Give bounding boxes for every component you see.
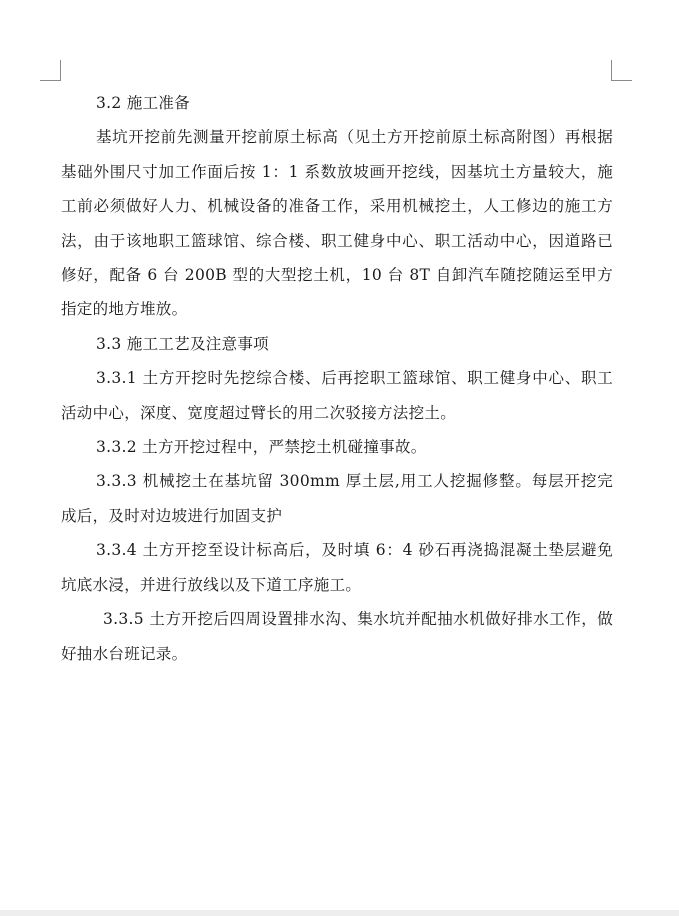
document-body: [61, 86, 613, 671]
top-left-margin-mark: [40, 60, 61, 81]
top-right-margin-mark: [611, 60, 632, 81]
item-3-3-3-paragraph: 3.3.3 机械挖土在基坑留 300mm 厚土层,用工人挖掘修整。每层开挖完成后，及时对边坡进行加固支护: [61, 472, 613, 525]
section-3-3-heading: 3.3 施工工艺及注意事项: [96, 334, 269, 353]
item-3-3-2-paragraph: 3.3.2 土方开挖过程中，严禁挖土机碰撞事故。: [96, 438, 427, 457]
item-3-3-5-paragraph: 3.3.5 土方开挖后四周设置排水沟、集水坑并配抽水机做好排水工作，做好抽水台班记录。: [61, 610, 613, 663]
item-3-3-1-paragraph: 3.3.1 土方开挖时先挖综合楼、后再挖职工篮球馆、职工健身中心、职工活动中心，深度、宽度超过臂长的用二次驳接方法挖土。: [61, 369, 613, 422]
section-3-2-paragraph: 基坑开挖前先测量开挖前原土标高（见土方开挖前原土标高附图）再根据基础外围尺寸加工作面后按 1：1 系数放坡画开挖线，因基坑土方量较大，施工前必须做好人力、机械设备的准备工作，采用机械挖土，人工修边的施工方法，由于该地职工篮球馆、综合楼、职工健身中心、职工活动中心，因道路已修好，配备 6 台 200B 型的大型挖土机，10 台 8T 自卸汽车随挖随运至甲方指定的地方堆放。: [61, 128, 613, 319]
item-3-3-4-paragraph: 3.3.4 土方开挖至设计标高后，及时填 6：4 砂石再浇捣混凝土垫层避免坑底水浸，并进行放线以及下道工序施工。: [61, 541, 613, 594]
page-bottom-edge: [0, 910, 679, 916]
section-3-2-heading: 3.2 施工准备: [96, 94, 190, 112]
